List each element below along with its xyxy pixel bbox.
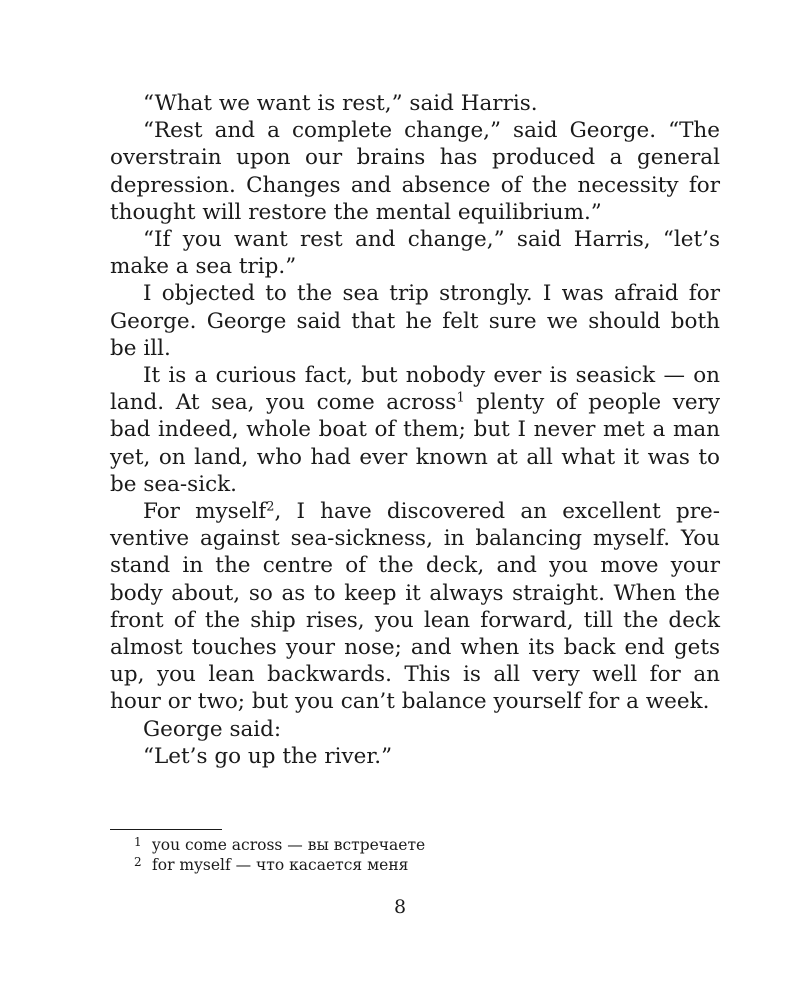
footnote bbox=[110, 835, 720, 855]
body-text bbox=[110, 90, 720, 770]
footnote-reference: 1 bbox=[456, 390, 465, 406]
paragraph: “Let’s go up the river.” bbox=[143, 743, 393, 769]
paragraph: George said: bbox=[143, 716, 282, 742]
paragraph: “What we want is rest,” said Harris. bbox=[143, 91, 538, 116]
footnote-mark: 1 bbox=[134, 835, 142, 849]
paragraph-text: plenty of people very bad indeed, whole boat of them; but I never met a man yet, on land, who had ever known at all what it was to be sea-sick. bbox=[110, 390, 720, 497]
page-number: 8 bbox=[393, 896, 407, 918]
paragraph: “If you want rest and change,” said Harris, “let’s make a sea trip.” bbox=[110, 227, 720, 280]
paragraph bbox=[110, 498, 720, 716]
paragraph: “Rest and a complete change,” said George. “The overstrain upon our brains has produced a general depression. Changes and absence of the necessity for thought will restore the mental equilibrium.” bbox=[110, 118, 720, 225]
paragraph: I objected to the sea trip strongly. I was afraid for George. George said that he felt sure we should both be ill. bbox=[110, 281, 720, 361]
footnotes bbox=[110, 835, 720, 875]
paragraph-text: For myself bbox=[143, 499, 267, 525]
footnote-reference: 2 bbox=[266, 499, 275, 515]
footnote-mark: 2 bbox=[134, 855, 142, 869]
footnote-text: for myself — что касается меня bbox=[152, 856, 409, 874]
paragraph-text: , I have discovered an excellent preventive against sea-sickness, in balancing myself. You stand in the centre of the deck, and you move your body about, so as to keep it always straight. When the front of the ship rises, you lean forward, till the deck almost touches your nose; and when its back end gets up, you lean backwards. This is all very well for an hour or two; but you can’t balance yourself for a week. bbox=[110, 499, 720, 715]
paragraph bbox=[110, 362, 720, 498]
footnote-text: you come across — вы встречаете bbox=[152, 836, 426, 854]
paragraph-text: It is a curious fact, but nobody ever is seasick — on land. At sea, you come across bbox=[110, 363, 720, 416]
footnote-divider bbox=[110, 829, 222, 830]
footnote bbox=[110, 855, 720, 875]
